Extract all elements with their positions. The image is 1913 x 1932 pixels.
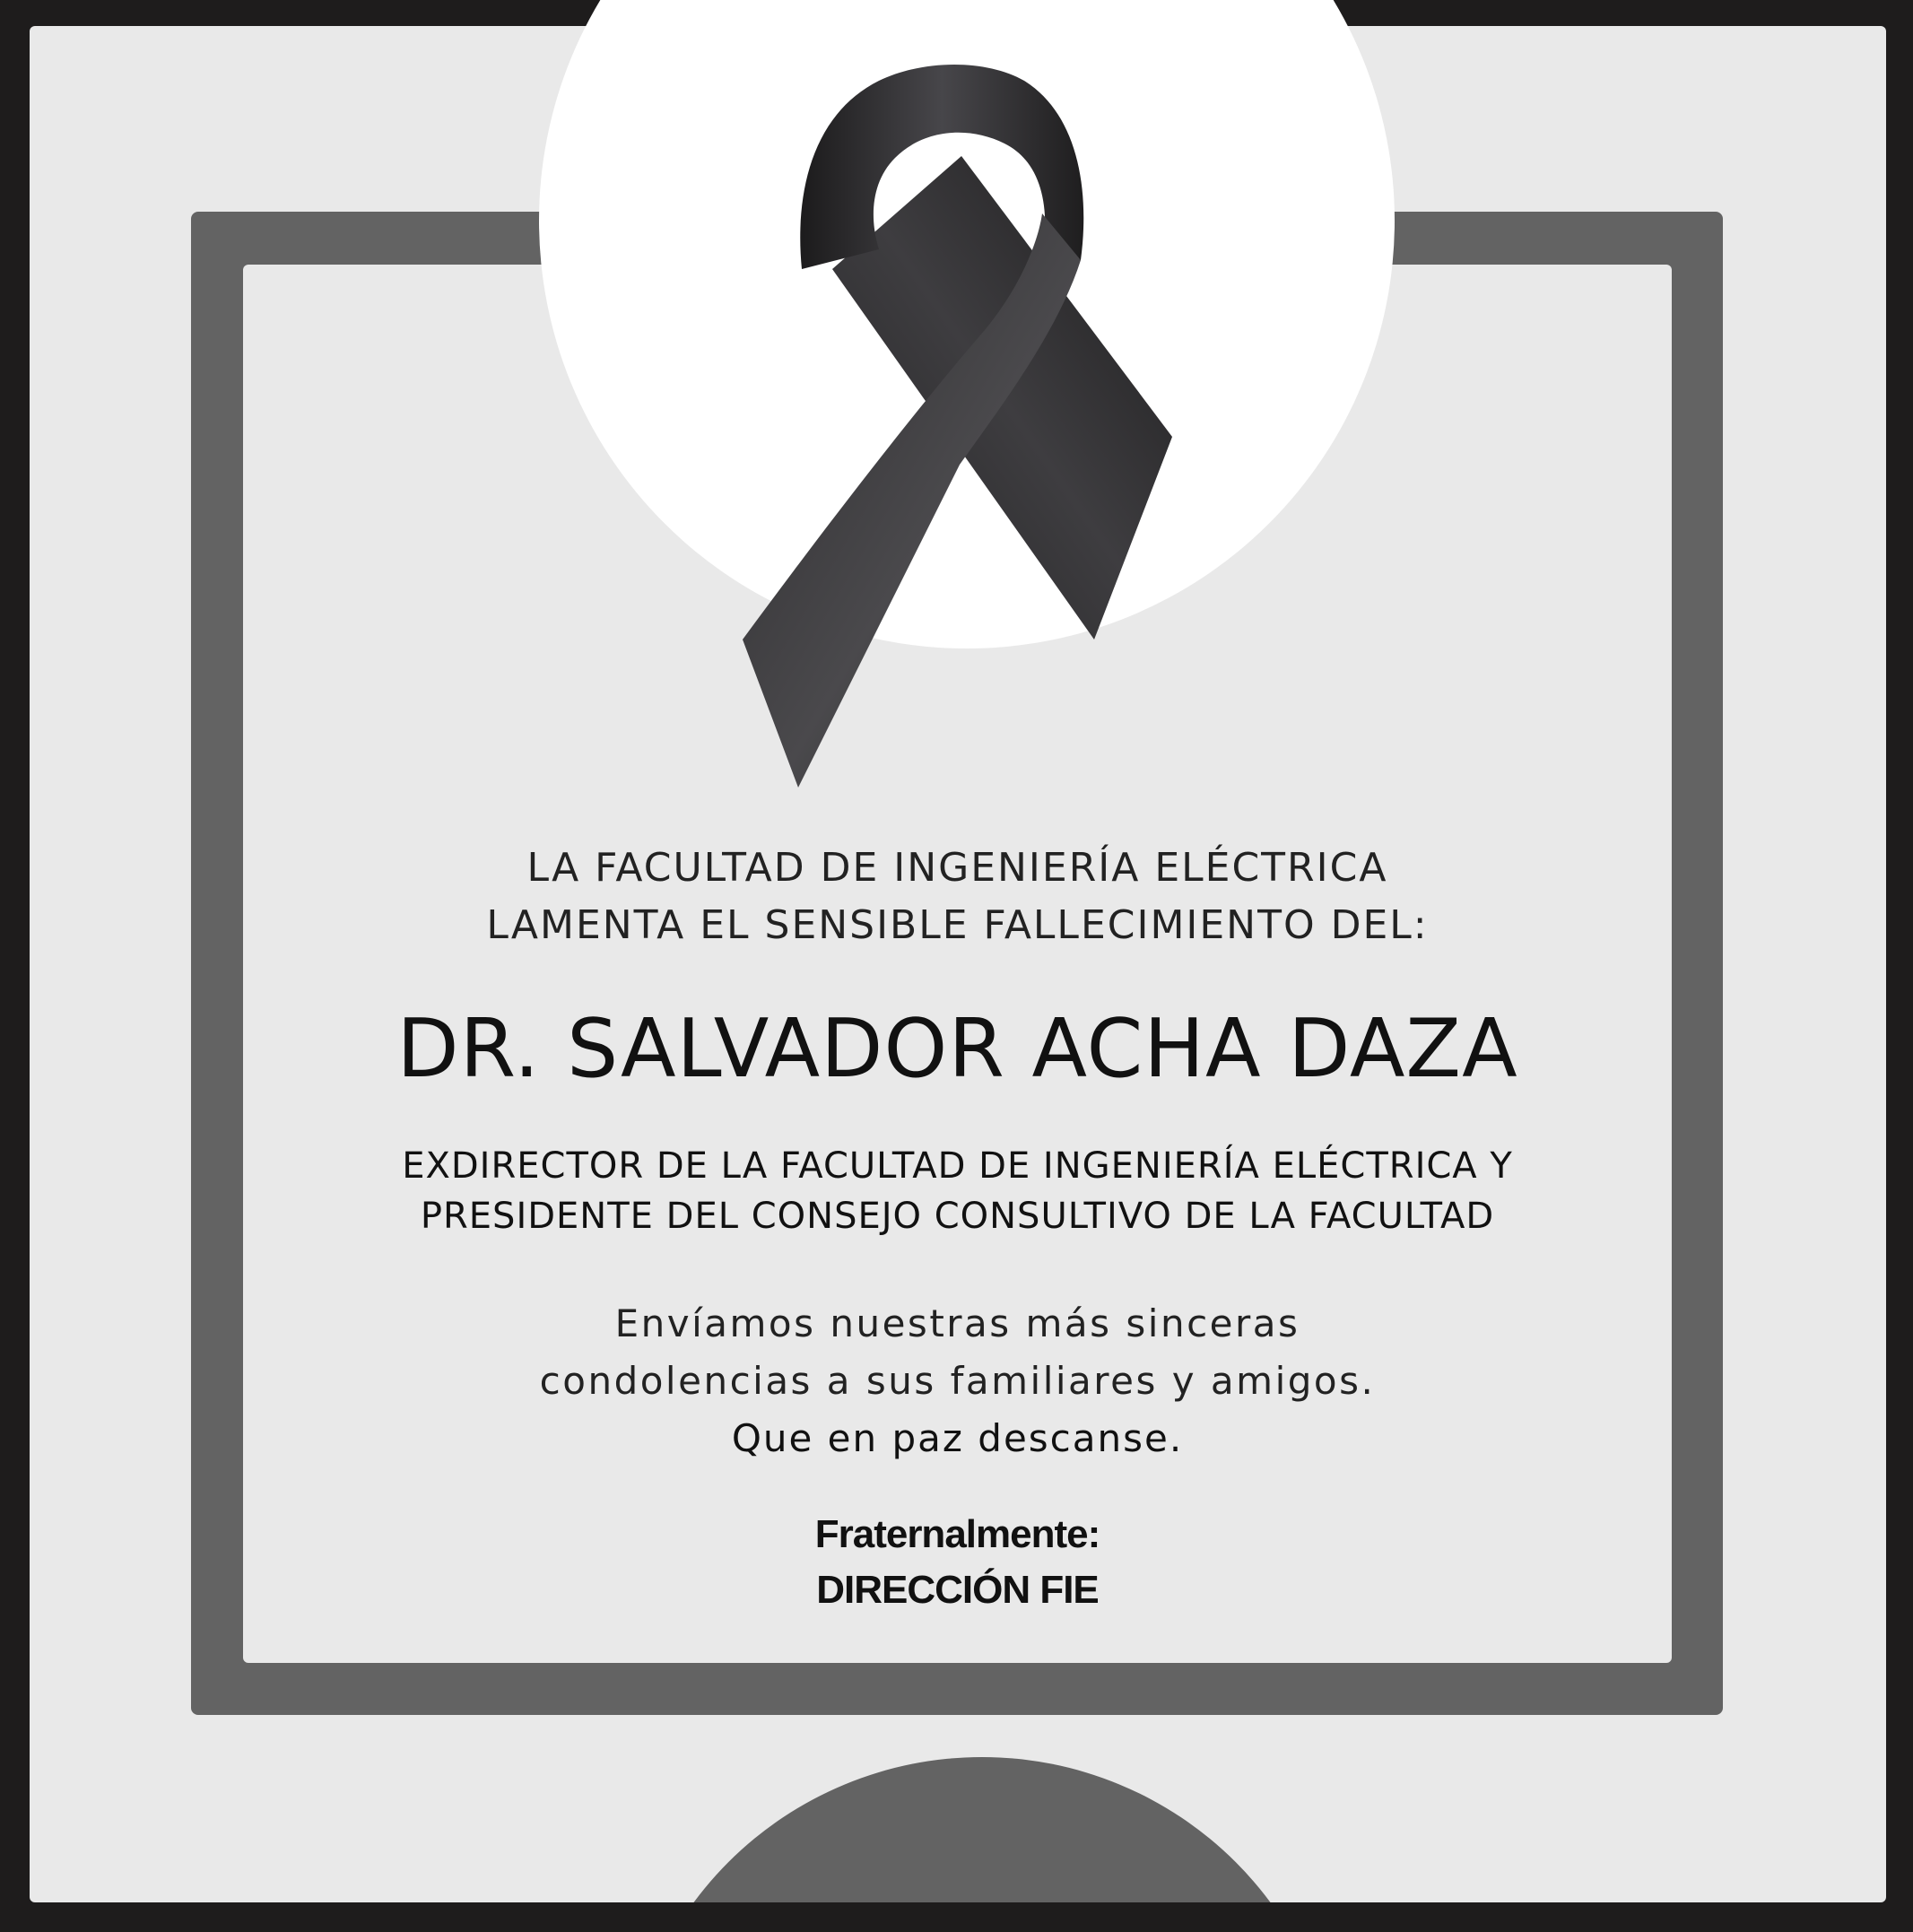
signoff-signer: DIRECCIÓN FIE	[816, 1568, 1099, 1612]
condolences-line: Envíamos nuestras más sinceras	[614, 1301, 1300, 1345]
intro-line: LA FACULTAD DE INGENIERÍA ELÉCTRICA	[526, 845, 1388, 891]
intro-text	[243, 840, 1672, 954]
mourning-ribbon-icon	[735, 61, 1184, 796]
signoff-greeting: Fraternalmente:	[814, 1512, 1100, 1556]
role-line: EXDIRECTOR DE LA FACULTAD DE INGENIERÍA ELÉCTRICA Y	[402, 1145, 1513, 1187]
deceased-role	[243, 1141, 1672, 1241]
deceased-name: DR. SALVADOR ACHA DAZA	[396, 1002, 1518, 1096]
condolences-text	[243, 1295, 1672, 1410]
condolences-line: condolencias a sus familiares y amigos.	[539, 1359, 1376, 1403]
role-line: PRESIDENTE DEL CONSEJO CONSULTIVO DE LA FACULTAD	[420, 1196, 1495, 1237]
intro-line: LAMENTA EL SENSIBLE FALLECIMIENTO DEL:	[486, 902, 1429, 948]
rest-in-peace-text: Que en paz descanse.	[731, 1416, 1184, 1460]
signoff	[243, 1507, 1672, 1618]
bottom-decorative-circle	[623, 1757, 1341, 1902]
